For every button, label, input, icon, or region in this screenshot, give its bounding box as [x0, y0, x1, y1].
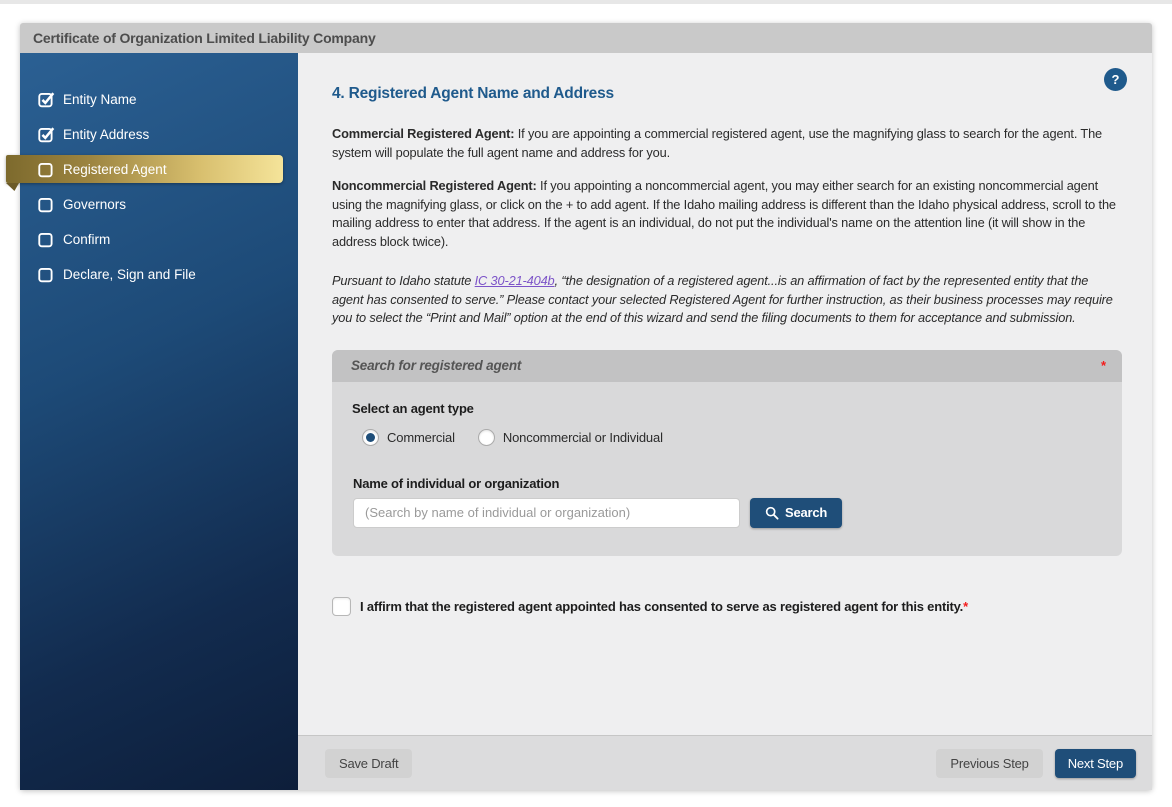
sidebar-item-entity-address[interactable] [20, 120, 298, 148]
agent-name-search-input[interactable] [353, 498, 740, 528]
sidebar-item-entity-name[interactable] [20, 85, 298, 113]
agent-type-label: Select an agent type [352, 400, 474, 416]
wizard-window [20, 23, 1152, 790]
search-icon [765, 506, 779, 520]
noncommercial-agent-paragraph [332, 177, 1122, 251]
required-marker: * [963, 598, 968, 614]
search-button-label: Search [785, 505, 828, 520]
sidebar-item-label: Registered Agent [63, 161, 167, 177]
unchecked-checkbox-icon [38, 161, 55, 178]
agent-name-label: Name of individual or organization [353, 475, 560, 491]
required-marker: * [1100, 358, 1106, 373]
affirmation-row [332, 597, 1122, 616]
sidebar-item-label: Confirm [63, 231, 111, 247]
sidebar-item-label: Entity Name [63, 91, 137, 107]
affirmation-label: I affirm that the registered agent appointed has consented to serve as registered agent for this entity.* [360, 598, 968, 614]
window-title: Certificate of Organization Limited Liability Company [33, 30, 376, 46]
radio-noncommercial-or-individual[interactable] [478, 429, 663, 446]
statute-paragraph [332, 272, 1122, 328]
checked-checkbox-icon [38, 126, 55, 143]
commercial-agent-label: Commercial Registered Agent: [332, 126, 515, 141]
agent-type-radio-group [362, 429, 1102, 446]
noncommercial-agent-text: If you appointing a noncommercial agent, you may either search for an existing noncommercial agent using the magnifying glass, or click on the + to add agent. If the Idaho mailing address is different than the Idaho physical address, scroll to the mailing address to enter that address. If the agent is an individual, do not put the individual's name on the attention line (it will show in the address block twice). [332, 178, 1116, 249]
sidebar-item-label: Governors [63, 196, 127, 212]
unchecked-checkbox-icon [38, 266, 55, 283]
search-agent-panel [332, 350, 1122, 556]
top-strip [0, 0, 1172, 4]
save-draft-button[interactable]: Save Draft [325, 749, 412, 778]
statute-prefix: Pursuant to Idaho statute [332, 273, 475, 288]
sidebar-item-governors[interactable] [20, 190, 298, 218]
affirmation-checkbox[interactable] [332, 597, 351, 616]
ribbon-fold [6, 183, 19, 191]
sidebar-item-label: Declare, Sign and File [63, 266, 196, 282]
previous-step-button[interactable]: Previous Step [936, 749, 1042, 778]
search-agent-panel-header [332, 350, 1122, 382]
wizard-footer [298, 735, 1152, 790]
next-step-button[interactable]: Next Step [1055, 749, 1136, 778]
sidebar-item-label: Entity Address [63, 126, 150, 142]
search-agent-panel-title: Search for registered agent [351, 358, 522, 373]
window-title-bar [20, 23, 1152, 53]
radio-commercial[interactable] [362, 429, 455, 446]
wizard-sidebar [20, 53, 298, 790]
statute-link[interactable]: IC 30-21-404b [474, 273, 555, 288]
noncommercial-agent-label: Noncommercial Registered Agent: [332, 178, 537, 193]
commercial-agent-paragraph [332, 125, 1122, 162]
search-button[interactable] [750, 498, 842, 528]
radio-button-selected-icon[interactable] [362, 429, 379, 446]
radio-label: Noncommercial or Individual [502, 429, 663, 445]
commercial-agent-text: If you are appointing a commercial registered agent, use the magnifying glass to search for the agent. The system will populate the full agent name and address for you. [332, 126, 1103, 160]
help-icon[interactable]: ? [1104, 68, 1127, 91]
step-content [298, 53, 1152, 735]
sidebar-item-registered-agent[interactable] [6, 155, 283, 183]
page-title: 4. Registered Agent Name and Address [332, 85, 614, 102]
checked-checkbox-icon [38, 91, 55, 108]
radio-label: Commercial [387, 429, 455, 445]
unchecked-checkbox-icon [38, 231, 55, 248]
unchecked-checkbox-icon [38, 196, 55, 213]
radio-button-unselected-icon[interactable] [478, 429, 495, 446]
statute-suffix: , “the designation of a registered agent...is an affirmation of fact by the represented entity that the agent has consented to serve.” Please contact your selected Registered Agent for further instruction, as their business processes may require you to select the “Print and Mail” option at the end of this wizard and send the filing documents to them for acceptance and submission. [332, 273, 1113, 325]
sidebar-item-declare-sign-file[interactable] [20, 260, 298, 288]
sidebar-item-confirm[interactable] [20, 225, 298, 253]
